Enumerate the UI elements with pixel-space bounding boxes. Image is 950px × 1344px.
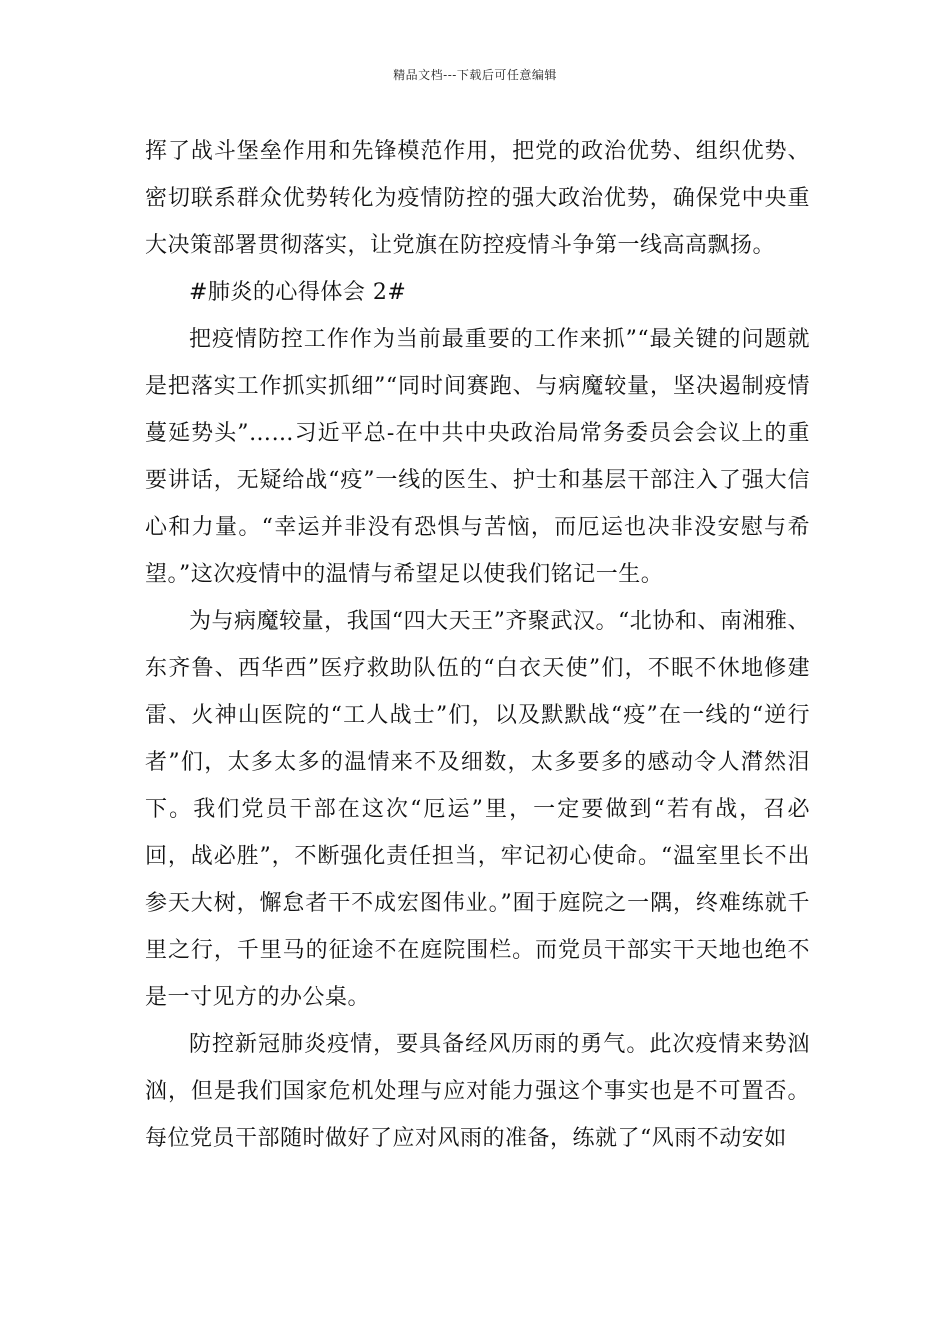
paragraph: 把疫情防控工作作为当前最重要的工作来抓”“最关键的问题就是把落实工作抓实抓细”“同时间赛跑、与病魔较量，坚决遏制疫情蔓延势头”……习近平总-在中共中央政治局常务委员会会议上的重要讲话，无疑给战“疫”一线的医生、护士和基层干部注入了强大信心和力量。“幸运并非没有恐惧与苦恼，而厄运也决非没安慰与希望。”这次疫情中的温情与希望足以使我们铭记一生。 [145,327,810,587]
section-heading: #肺炎的心得体会 2# [189,280,407,305]
paragraph: 防控新冠肺炎疫情，要具备经风历雨的勇气。此次疫情来势汹汹，但是我们国家危机处理与应对能力强这个事实也是不可置否。每位党员干部随时做好了应对风雨的准备，练就了“风雨不动安如 [145,1032,810,1151]
paragraph-continuation: 挥了战斗堡垒作用和先锋模范作用，把党的政治优势、组织优势、密切联系群众优势转化为疫情防控的强大政治优势，确保党中央重大决策部署贯彻落实，让党旗在防控疫情斗争第一线高高飘扬。 [145,139,810,258]
page-header: 精品文档---下载后可任意编辑 [393,68,557,82]
document-body [145,128,810,1162]
paragraph: 为与病魔较量，我国“四大天王”齐聚武汉。“北协和、南湘雅、东齐鲁、西华西”医疗救助队伍的“白衣天使”们，不眠不休地修建雷、火神山医院的“工人战士”们，以及默默战“疫”在一线的“逆行者”们，太多太多的温情来不及细数，太多要多的感动令人潸然泪下。我们党员干部在这次“厄运”里，一定要做到“若有战，召必回，战必胜”，不断强化责任担当，牢记初心使命。“温室里长不出参天大树，懈怠者干不成宏图伟业。”囿于庭院之一隅，终难练就千里之行，千里马的征途不在庭院围栏。而党员干部实干天地也绝不是一寸见方的办公桌。 [145,609,810,1010]
